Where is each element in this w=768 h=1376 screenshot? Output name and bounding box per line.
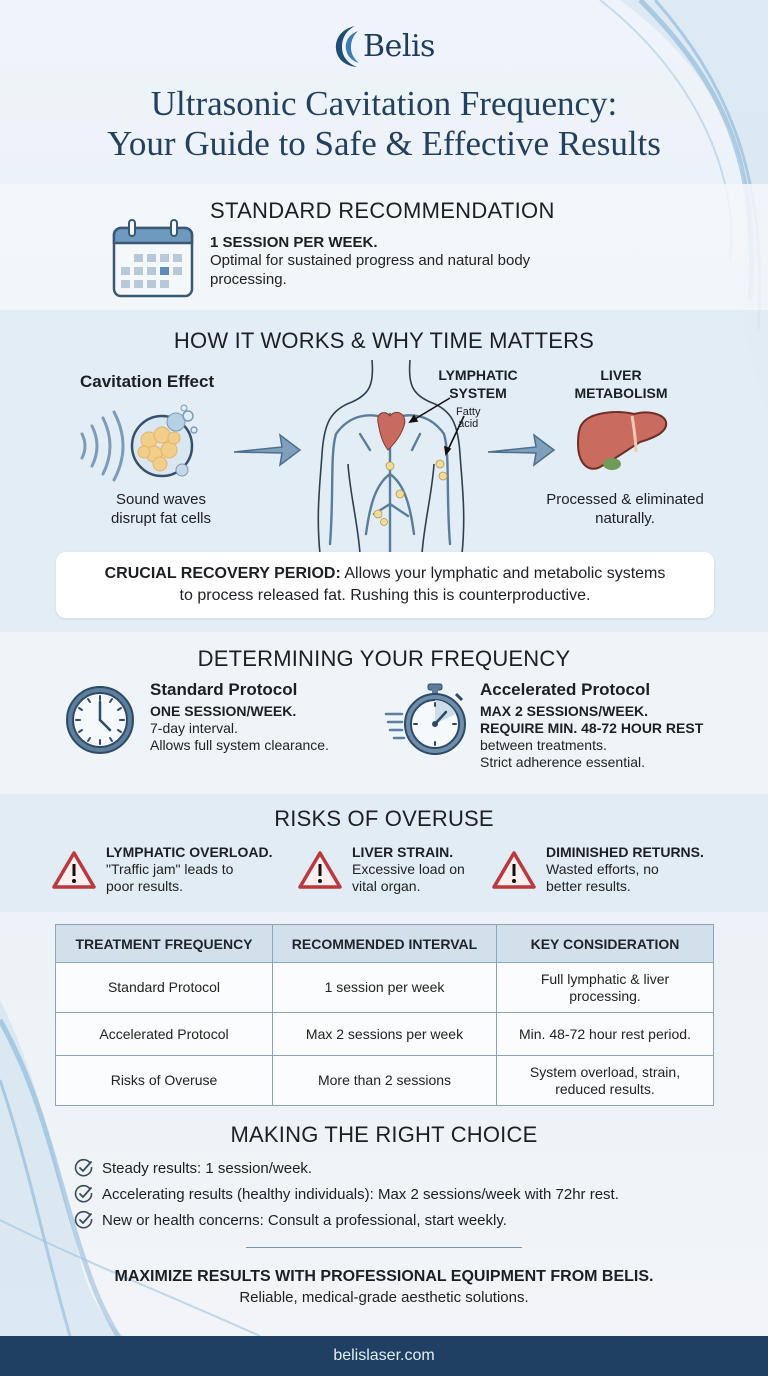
title-line-1: Ultrasonic Cavitation Frequency: — [150, 84, 618, 123]
check-circle-icon — [74, 1210, 94, 1230]
column-header: TREATMENT FREQUENCY — [56, 925, 273, 963]
website-link[interactable]: belislaser.com — [333, 1347, 435, 1364]
table-cell: More than 2 sessions — [273, 1056, 497, 1106]
recovery-callout: CRUCIAL RECOVERY PERIOD: Allows your lymphatic and metabolic systems to process released fat. Rushing this is counterproductive. — [56, 552, 714, 618]
section-title: RISKS OF OVERUSE — [274, 806, 494, 831]
cta-headline: MAXIMIZE RESULTS WITH PROFESSIONAL EQUIPMENT FROM BELIS. — [114, 1268, 654, 1285]
risk-item: DIMINISHED RETURNS. Wasted efforts, no better results. — [492, 844, 704, 895]
page-title — [0, 84, 768, 164]
lymphatic-label: LYMPHATIC SYSTEM — [438, 367, 518, 401]
table-cell: Risks of Overuse — [56, 1056, 273, 1106]
table-cell: System overload, strain, reduced results. — [497, 1056, 714, 1106]
risk-item: LYMPHATIC OVERLOAD. "Traffic jam" leads to poor results. — [52, 844, 272, 895]
footer — [0, 1336, 768, 1376]
fatty-acid-annotation: Fatty acid — [456, 406, 481, 430]
risk-item: LIVER STRAIN. Excessive load on vital organ. — [298, 844, 465, 895]
cavitation-label: Cavitation Effect — [80, 372, 215, 391]
brand-name: Belis — [363, 28, 435, 64]
frequency-section — [0, 632, 768, 794]
warning-icon — [52, 850, 96, 890]
arrow-right-icon — [232, 433, 302, 467]
cta-subline: Reliable, medical-grade aesthetic solutions. — [239, 1289, 529, 1306]
checklist-item: Accelerating results (healthy individuals): Max 2 sessions/week with 72hr rest. — [74, 1181, 619, 1207]
logo-swirl-icon — [333, 23, 361, 69]
checklist-item: New or health concerns: Consult a professional, start weekly. — [74, 1207, 619, 1233]
warning-icon — [298, 850, 342, 890]
check-circle-icon — [74, 1184, 94, 1204]
table-cell: Max 2 sessions per week — [273, 1013, 497, 1056]
table-header-row — [56, 925, 714, 963]
table-cell: 1 session per week — [273, 963, 497, 1013]
standard-recommendation-section — [0, 184, 768, 310]
table-cell: Accelerated Protocol — [56, 1013, 273, 1056]
stopwatch-icon — [384, 682, 466, 758]
arrow-right-icon — [486, 433, 556, 467]
brand-logo — [333, 20, 435, 72]
standard-protocol-card: Standard Protocol ONE SESSION/WEEK. 7-day interval. Allows full system clearance. — [64, 680, 329, 756]
recommendation-description: Optimal for sustained progress and natural body processing. — [210, 252, 531, 288]
liver-icon — [576, 408, 670, 474]
frequency-comparison-table — [55, 924, 714, 1106]
cavitation-caption: Sound waves disrupt fat cells — [110, 491, 212, 527]
check-circle-icon — [74, 1158, 94, 1178]
table-row — [56, 1013, 714, 1056]
accelerated-protocol-card: Accelerated Protocol MAX 2 SESSIONS/WEEK. REQUIRE MIN. 48-72 HOUR REST between treatments. Strict adherence essential. — [384, 680, 703, 771]
protocol-title: Standard Protocol — [150, 680, 298, 699]
choice-checklist — [74, 1155, 619, 1233]
section-title: STANDARD RECOMMENDATION — [210, 198, 555, 223]
column-header: RECOMMENDED INTERVAL — [273, 925, 497, 963]
table-cell: Min. 48-72 hour rest period. — [497, 1013, 714, 1056]
recommendation-headline: 1 SESSION PER WEEK. — [210, 234, 378, 251]
callout-lead: CRUCIAL RECOVERY PERIOD: — [104, 565, 341, 582]
section-title: MAKING THE RIGHT CHOICE — [230, 1122, 538, 1147]
risks-section — [0, 794, 768, 912]
table-row — [56, 1056, 714, 1106]
section-title: HOW IT WORKS & WHY TIME MATTERS — [173, 328, 595, 353]
column-header: KEY CONSIDERATION — [497, 925, 714, 963]
divider — [246, 1247, 522, 1248]
warning-icon — [492, 850, 536, 890]
liver-label: LIVER METABOLISM — [574, 367, 668, 401]
clock-icon — [64, 684, 136, 756]
table-cell: Full lymphatic & liver processing. — [497, 963, 714, 1013]
table-row — [56, 963, 714, 1013]
protocol-title: Accelerated Protocol — [480, 680, 651, 699]
checklist-item: Steady results: 1 session/week. — [74, 1155, 619, 1181]
liver-caption: Processed & eliminated naturally. — [546, 491, 704, 527]
call-to-action — [0, 1268, 768, 1306]
fat-cell-icon — [74, 400, 224, 490]
title-line-2: Your Guide to Safe & Effective Results — [107, 124, 661, 163]
section-title: DETERMINING YOUR FREQUENCY — [197, 646, 571, 671]
how-it-works-section — [0, 310, 768, 632]
table-cell: Standard Protocol — [56, 963, 273, 1013]
calendar-icon — [112, 218, 194, 298]
header — [0, 0, 768, 184]
